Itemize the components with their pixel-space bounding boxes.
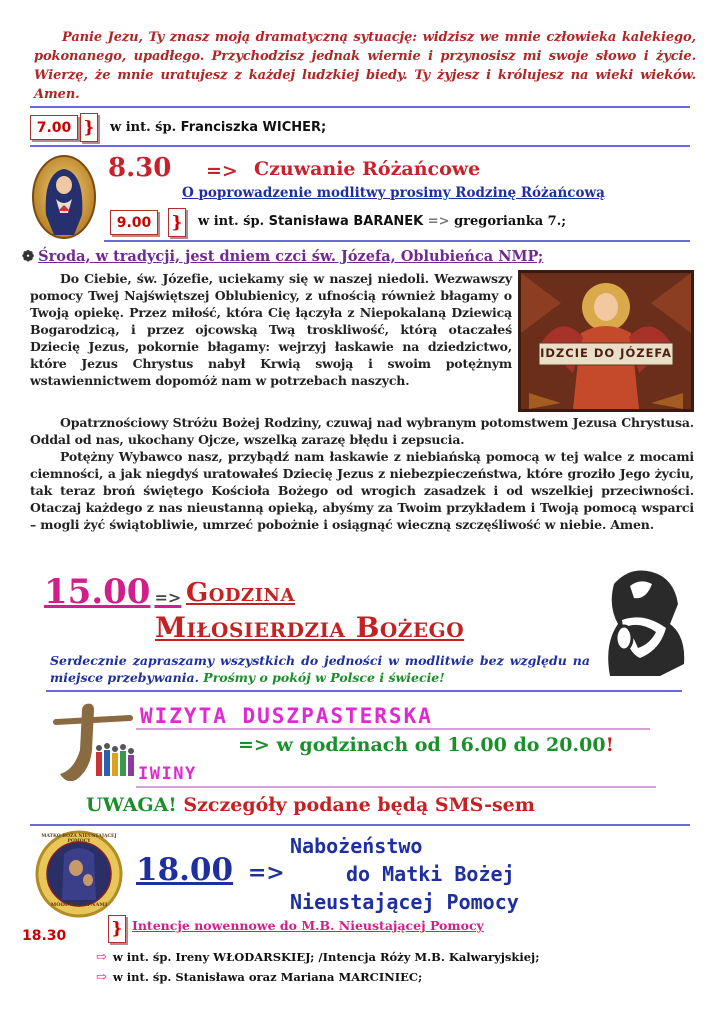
- brace-icon: }: [108, 915, 126, 943]
- visit-place: IWINY: [138, 764, 197, 784]
- novena-title-2: do Matki Bożej: [346, 862, 515, 886]
- visit-warning-label: UWAGA!: [86, 794, 177, 816]
- arrow-bullet-icon: ⇨: [96, 970, 107, 985]
- visit-hours: [238, 734, 614, 756]
- visit-warning-text: Szczegóły podane będą SMS-sem: [183, 794, 535, 816]
- mercy-arrow: =>: [154, 588, 182, 607]
- mass-time-1830: 18.30: [22, 928, 67, 944]
- intention-text: w int. śp. Stanisława oraz Mariana MARCINIEC;: [112, 970, 423, 984]
- mercy-invite: [50, 652, 590, 686]
- intention-text: w int. śp. Ireny WŁODARSKIEJ; /Intencja Róży M.B. Kalwaryjskiej;: [112, 950, 540, 964]
- divider: [30, 824, 690, 826]
- brace-icon: }: [168, 208, 186, 237]
- icon-caption-top: MATKO BOŻA NIEUSTAJĄCEJ POMOCY: [41, 834, 117, 844]
- divider: [30, 145, 690, 147]
- pieta-image: [600, 564, 692, 680]
- rosary-arrow: =>: [206, 160, 238, 182]
- intention-arrow: =>: [427, 214, 450, 229]
- visit-hours-exclaim: !: [605, 734, 614, 756]
- divider: [46, 690, 682, 692]
- joseph-prayer-text: Potężny Wybawco nasz, przybądź nam łaskawie z niebiańską pomocą w tej walce z mocami ciemności, a jak niegdyś uratowałeś Dziecię Jezus z niebezpieczeństwa, które groziło Jego życiu, tak teraz broń świętego Kościoła Bożego od wrogich zasadzek i od wszelkiej przeciwności. Otaczaj każdego z nas nieustanną opieką, abyśmy za Twoim przykładem i Twoją pomocą wsparci – mogli żyć świątobliwie, umrzeć pobożnie i osiągnąć wieczną szczęśliwość w niebie. Amen.: [30, 449, 694, 532]
- novena-intentions-heading: Intencje nowennowe do M.B. Nieustającej Pomocy: [132, 918, 484, 933]
- novena-intention-item: [96, 950, 539, 965]
- joseph-painting-label: IDZCIE DO JÓZEFA: [540, 346, 672, 360]
- rosary-time: 8.30: [108, 153, 172, 183]
- mercy-title-1: Godzina: [186, 578, 295, 608]
- flower-bullet-icon: ❁: [22, 248, 35, 265]
- joseph-heading-text: Środa, w tradycji, jest dniem czci św. Józefa, Oblubieńca NMP;: [38, 248, 544, 265]
- mass-intention-900: [198, 214, 566, 229]
- mass-time-700: 7.00: [30, 115, 78, 140]
- mass-intention-700: [110, 120, 326, 135]
- brace-icon: }: [80, 113, 98, 142]
- madonna-image: [32, 155, 96, 239]
- intention-name: Stanisława BARANEK: [268, 214, 424, 229]
- mercy-title-2: Miłosierdzia Bożego: [155, 611, 465, 644]
- novena-title-1: Nabożeństwo: [290, 834, 423, 858]
- divider: [136, 728, 650, 730]
- people-icon: [96, 743, 134, 776]
- visit-title: WIZYTA DUSZPASTERSKA: [140, 704, 433, 728]
- joseph-painting-art: [521, 273, 691, 409]
- mercy-time-value: 15.00: [44, 572, 151, 612]
- novena-title: [290, 832, 519, 916]
- divider: [30, 106, 690, 108]
- icon-caption-bottom: MÓDL SIĘ ZA NAMI: [50, 902, 108, 908]
- visit-hours-text: => w godzinach od 16.00 do 20.00: [238, 734, 606, 756]
- visit-warning: [86, 794, 535, 816]
- joseph-prayer-rest: [30, 414, 694, 533]
- pastoral-visit-logo: [46, 700, 138, 788]
- mercy-invite-green: Prośmy o pokój w Polsce i świecie!: [203, 670, 445, 685]
- mercy-invite-text: Serdecznie zapraszamy wszystkich do jedności w modlitwie bez względu na miejsce przebywania.: [50, 653, 590, 685]
- intention-intro: w int. śp.: [198, 214, 265, 229]
- joseph-prayer-p1: [30, 270, 512, 389]
- novena-time: [136, 852, 285, 888]
- opening-prayer: Panie Jezu, Ty znasz moją dramatyczną sytuację: widzisz we mnie człowieka kalekiego, pokonanego, upadłego. Przychodzisz jednak wiernie i przynosisz mi swoje słowo i życie. Wierzę, że mnie uratujesz z każdej ludzkiej biedy. Ty żyjesz i królujesz na wieki wieków. Amen.: [34, 30, 696, 102]
- divider: [136, 786, 656, 788]
- intention-extra: gregorianka 7.;: [454, 214, 567, 229]
- joseph-painting: [518, 270, 694, 412]
- rosary-title: Czuwanie Różańcowe: [254, 158, 481, 180]
- joseph-prayer-text: Do Ciebie, św. Józefie, uciekamy się w naszej niedoli. Wezwawszy pomocy Twej Najświętszej Oblubienicy, z ufnością również błagamy o Twoją opiekę. Przez miłość, która Cię łączyła z Niepokalaną Dziewicą Bogarodzicą, i przez ojcowską Twą troskliwość, którą otaczałeś Dziecię Jezus, pokornie błagamy: wejrzyj łaskawie na dziedzictwo, które Jezus Chrystus nabył Krwią swoją i swoim potężnym wstawiennictwem dopomóż nam w potrzebach naszych.: [30, 271, 512, 388]
- intention-intro: w int. śp.: [110, 120, 177, 135]
- mass-time-900: 9.00: [110, 210, 158, 235]
- divider: [104, 240, 690, 242]
- arrow-bullet-icon: ⇨: [96, 950, 107, 965]
- joseph-prayer-text: Opatrznościowy Stróżu Bożej Rodziny, czuwaj nad wybranym potomstwem Jezusa Chrystusa. Oddal od nas, ukochany Ojcze, wszelką zarazę błędu i zepsucia.: [30, 415, 694, 447]
- intention-name: Franciszka WICHER;: [180, 120, 327, 135]
- novena-intention-item: [96, 970, 422, 985]
- novena-time-value: 18.00: [136, 852, 234, 888]
- novena-arrow: =>: [247, 860, 285, 886]
- joseph-heading: [22, 248, 543, 265]
- novena-title-3: Nieustającej Pomocy: [290, 890, 519, 914]
- mercy-time: [44, 572, 181, 612]
- rosary-note: O poprowadzenie modlitwy prosimy Rodzinę Różańcową: [182, 185, 605, 201]
